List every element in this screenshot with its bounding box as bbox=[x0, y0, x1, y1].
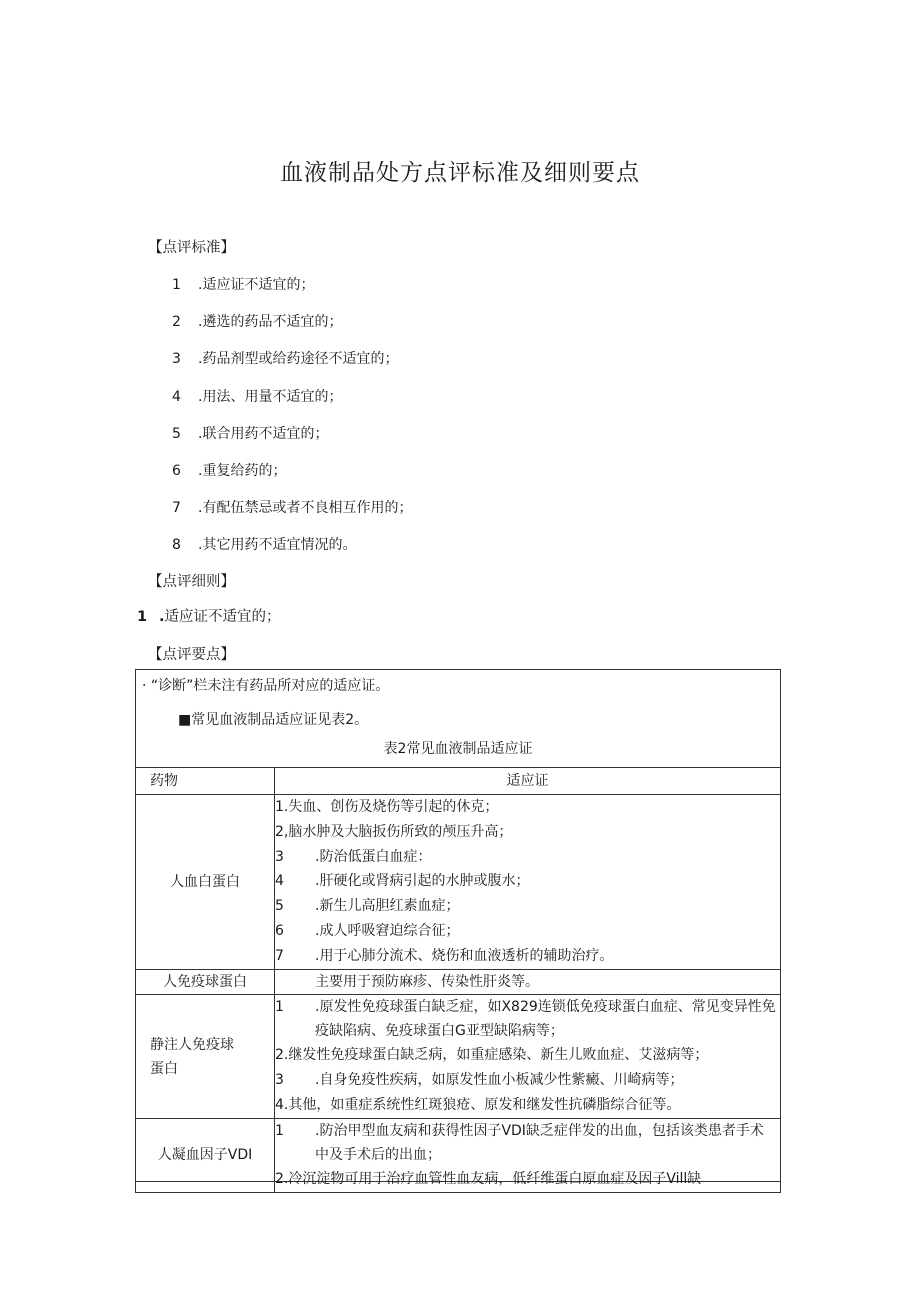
indication-cell bbox=[275, 1118, 781, 1192]
item-number: 2 bbox=[172, 314, 181, 330]
bullet-text: “诊断”栏未注有药品所对应的适应证。 bbox=[150, 678, 390, 694]
diagnosis-bullet bbox=[142, 675, 389, 695]
indication-number: 5 bbox=[275, 898, 284, 915]
table-row bbox=[136, 795, 781, 970]
indication-line bbox=[275, 845, 780, 870]
table-note: ■常见血液制品适应证见表2。 bbox=[178, 712, 369, 728]
indication-line bbox=[275, 795, 780, 820]
indication-number: 1 bbox=[275, 1122, 284, 1139]
indication-number: 4 bbox=[275, 873, 284, 890]
details-heading: 【点评细则】 bbox=[148, 574, 235, 590]
header-drug: 药物 bbox=[136, 768, 275, 795]
drug-cell: 人免疫球蛋白 bbox=[136, 969, 275, 995]
sub-text: 适应证不适宜的； bbox=[164, 609, 281, 625]
item-text: .重复给药的； bbox=[198, 463, 287, 479]
indication-line bbox=[275, 1043, 780, 1068]
drug-name-line: 蛋白 bbox=[150, 1060, 178, 1077]
header-indication: 适应证 bbox=[275, 768, 781, 795]
indication-line bbox=[275, 820, 780, 845]
standard-item bbox=[172, 311, 342, 331]
drug-name-line: 静注人免疫球 bbox=[150, 1036, 234, 1053]
standard-heading: 【点评标准】 bbox=[148, 240, 235, 256]
item-number: 5 bbox=[172, 426, 181, 442]
indication-line bbox=[275, 970, 780, 995]
item-number: 1 bbox=[172, 277, 181, 293]
details-subheading bbox=[137, 605, 281, 626]
indication-text: .原发性免疫球蛋白缺乏症，如X829连锁低免疫球蛋白血症、常见变异性免疫缺陷病、免疫球蛋白G亚型缺陷病等； bbox=[315, 999, 776, 1040]
indication-cell bbox=[275, 969, 781, 995]
standard-item bbox=[172, 497, 412, 517]
indication-text: .新生儿高胆红素血症； bbox=[315, 898, 460, 915]
indication-text: 2,脑水肿及大脑扳伤所致的颅压升高； bbox=[275, 823, 513, 840]
item-text: .用法、用量不适宜的； bbox=[198, 389, 343, 405]
indication-line bbox=[275, 1068, 780, 1093]
indication-text: .自身免疫性疾病，如原发性血小板减少性紫癜、川崎病等； bbox=[315, 1072, 684, 1089]
standard-item bbox=[172, 348, 398, 368]
indication-line bbox=[275, 919, 780, 944]
indication-line bbox=[275, 944, 780, 969]
standard-item bbox=[172, 534, 356, 554]
indication-number: 1 bbox=[275, 999, 284, 1016]
standard-item bbox=[172, 386, 342, 406]
sub-number: 1 bbox=[137, 609, 148, 625]
indications-table bbox=[135, 767, 781, 1193]
item-text: .有配伍禁忌或者不良相互作用的； bbox=[198, 500, 413, 516]
page-title: 血液制品处方点评标准及细则要点 bbox=[280, 160, 640, 186]
standard-item bbox=[172, 460, 286, 480]
table-row bbox=[136, 969, 781, 995]
item-text: .药品剂型或给药途径不适宜的； bbox=[198, 351, 399, 367]
indication-text: 2.冷沉淀物可用于治疗血管性血友病，低纤维蛋白原血症及因子Vill缺 bbox=[275, 1170, 702, 1187]
indication-cell bbox=[275, 995, 781, 1118]
item-number: 3 bbox=[172, 351, 181, 367]
table-caption: 表2常见血液制品适应证 bbox=[383, 741, 533, 757]
indication-text: .用于心肺分流术、烧伤和血液透析的辅助治疗。 bbox=[315, 947, 614, 964]
table-row bbox=[136, 1118, 781, 1192]
indication-text: 4.其他，如重症系统性红斑狼疮、原发和继发性抗磷脂综合征等。 bbox=[275, 1096, 681, 1113]
indication-text: .防治低蛋白血症： bbox=[315, 848, 432, 865]
indication-line bbox=[275, 894, 780, 919]
drug-cell: 人血白蛋白 bbox=[136, 795, 275, 970]
standard-item bbox=[172, 423, 328, 443]
drug-cell: 人凝血因子VDI bbox=[136, 1118, 275, 1192]
indication-text: 2.继发性免疫球蛋白缺乏病，如重症感染、新生儿败血症、艾滋病等； bbox=[275, 1047, 709, 1064]
item-number: 7 bbox=[172, 500, 181, 516]
indication-line bbox=[275, 1167, 780, 1192]
item-number: 8 bbox=[172, 537, 181, 553]
item-text: .适应证不适宜的； bbox=[198, 277, 315, 293]
indication-text: 1.失血、创伤及烧伤等引起的休克； bbox=[275, 799, 499, 815]
indication-number: 3 bbox=[275, 848, 284, 865]
indication-text: 主要用于预防麻疹、传染性肝炎等。 bbox=[315, 973, 539, 990]
table-row bbox=[136, 995, 781, 1118]
standard-item bbox=[172, 274, 314, 294]
bullet-dot: · bbox=[142, 678, 147, 694]
table-header-row bbox=[136, 768, 781, 795]
indication-text: .防治甲型血友病和获得性因子VDI缺乏症伴发的出血，包括该类患者手术中及手术后的出血； bbox=[315, 1122, 764, 1163]
indication-line bbox=[275, 1119, 780, 1167]
indication-line bbox=[275, 1093, 780, 1118]
key-points-box bbox=[135, 669, 781, 1187]
item-text: .其它用药不适宜情况的。 bbox=[198, 537, 357, 553]
sub-dot: . bbox=[159, 609, 165, 625]
indication-text: .肝硬化或肾病引起的水肿或腹水； bbox=[315, 873, 530, 890]
item-text: .遴选的药品不适宜的； bbox=[198, 314, 343, 330]
drug-cell bbox=[136, 995, 275, 1118]
points-heading: 【点评要点】 bbox=[148, 647, 235, 663]
indication-number: 3 bbox=[275, 1072, 284, 1089]
indication-number: 6 bbox=[275, 922, 284, 939]
indication-line bbox=[275, 869, 780, 894]
indication-cell bbox=[275, 795, 781, 970]
item-number: 6 bbox=[172, 463, 181, 479]
indication-line bbox=[275, 995, 780, 1043]
indication-number: 7 bbox=[275, 947, 284, 964]
indication-text: .成人呼吸窘迫综合征； bbox=[315, 922, 460, 939]
item-number: 4 bbox=[172, 389, 181, 405]
item-text: .联合用药不适宜的； bbox=[198, 426, 329, 442]
